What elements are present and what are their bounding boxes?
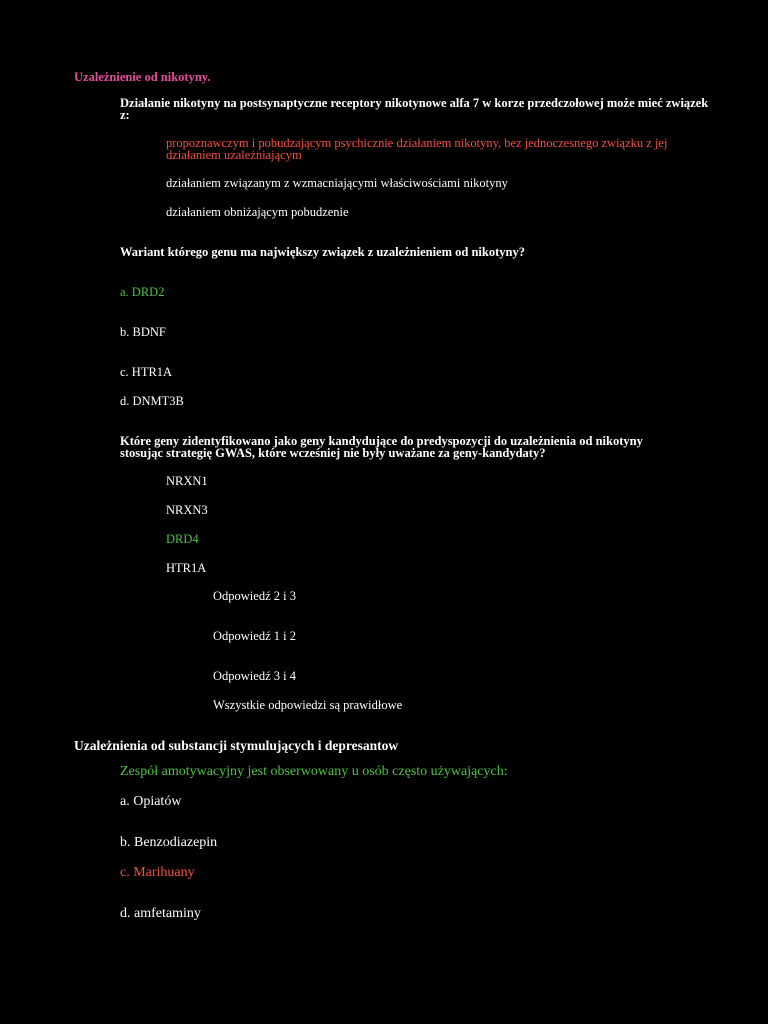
q2-option-c: c. HTR1A	[120, 365, 173, 379]
q1-option-1: propoznawczym i pobudzającym psychicznie działaniem nikotyny, bez jednoczesnego związku z jej działaniem uzależniającym	[166, 136, 668, 162]
q1-option-3: działaniem obniżającym pobudzenie	[166, 205, 349, 219]
q3-gene-2: NRXN3	[166, 503, 208, 517]
q3-answer-4: Wszystkie odpowiedzi są prawidłowe	[213, 698, 403, 712]
q3-answer-1: Odpowiedź 2 i 3	[213, 589, 296, 603]
q3-answer-2: Odpowiedź 1 i 2	[213, 629, 296, 643]
q2-option-b: b. BDNF	[120, 325, 166, 339]
q2-option-a: a. DRD2	[120, 285, 165, 299]
q4-option-a: a. Opiatów	[120, 794, 182, 809]
q3-gene-3: DRD4	[166, 532, 199, 546]
question-4: Zespół amotywacyjny jest obserwowany u osób często używających:	[120, 764, 508, 779]
question-3: Które geny zidentyfikowano jako geny kandydujące do predyspozycji do uzależnienia od nikotyny stosując strategię GWAS, które wcześniej nie były uważane za geny-kandydaty?	[120, 434, 643, 460]
section-title-stimulants: Uzależnienia od substancji stymulujących i depresantow	[74, 738, 399, 753]
q2-option-d: d. DNMT3B	[120, 394, 184, 408]
q3-answer-3: Odpowiedź 3 i 4	[213, 669, 296, 683]
q3-gene-1: NRXN1	[166, 474, 208, 488]
q4-option-b: b. Benzodiazepin	[120, 835, 218, 850]
question-1: Działanie nikotyny na postsynaptyczne receptory nikotynowe alfa 7 w korze przedczołowej może mieć związek z:	[120, 96, 709, 122]
q1-option-2: działaniem związanym z wzmacniającymi właściwościami nikotyny	[166, 176, 508, 190]
q4-option-c: c. Marihuany	[120, 865, 195, 880]
q4-option-d: d. amfetaminy	[120, 906, 201, 921]
section-title-nicotine: Uzależnienie od nikotyny.	[74, 70, 211, 84]
question-2: Wariant którego genu ma największy związek z uzależnieniem od nikotyny?	[120, 245, 525, 259]
q3-gene-4: HTR1A	[166, 561, 207, 575]
